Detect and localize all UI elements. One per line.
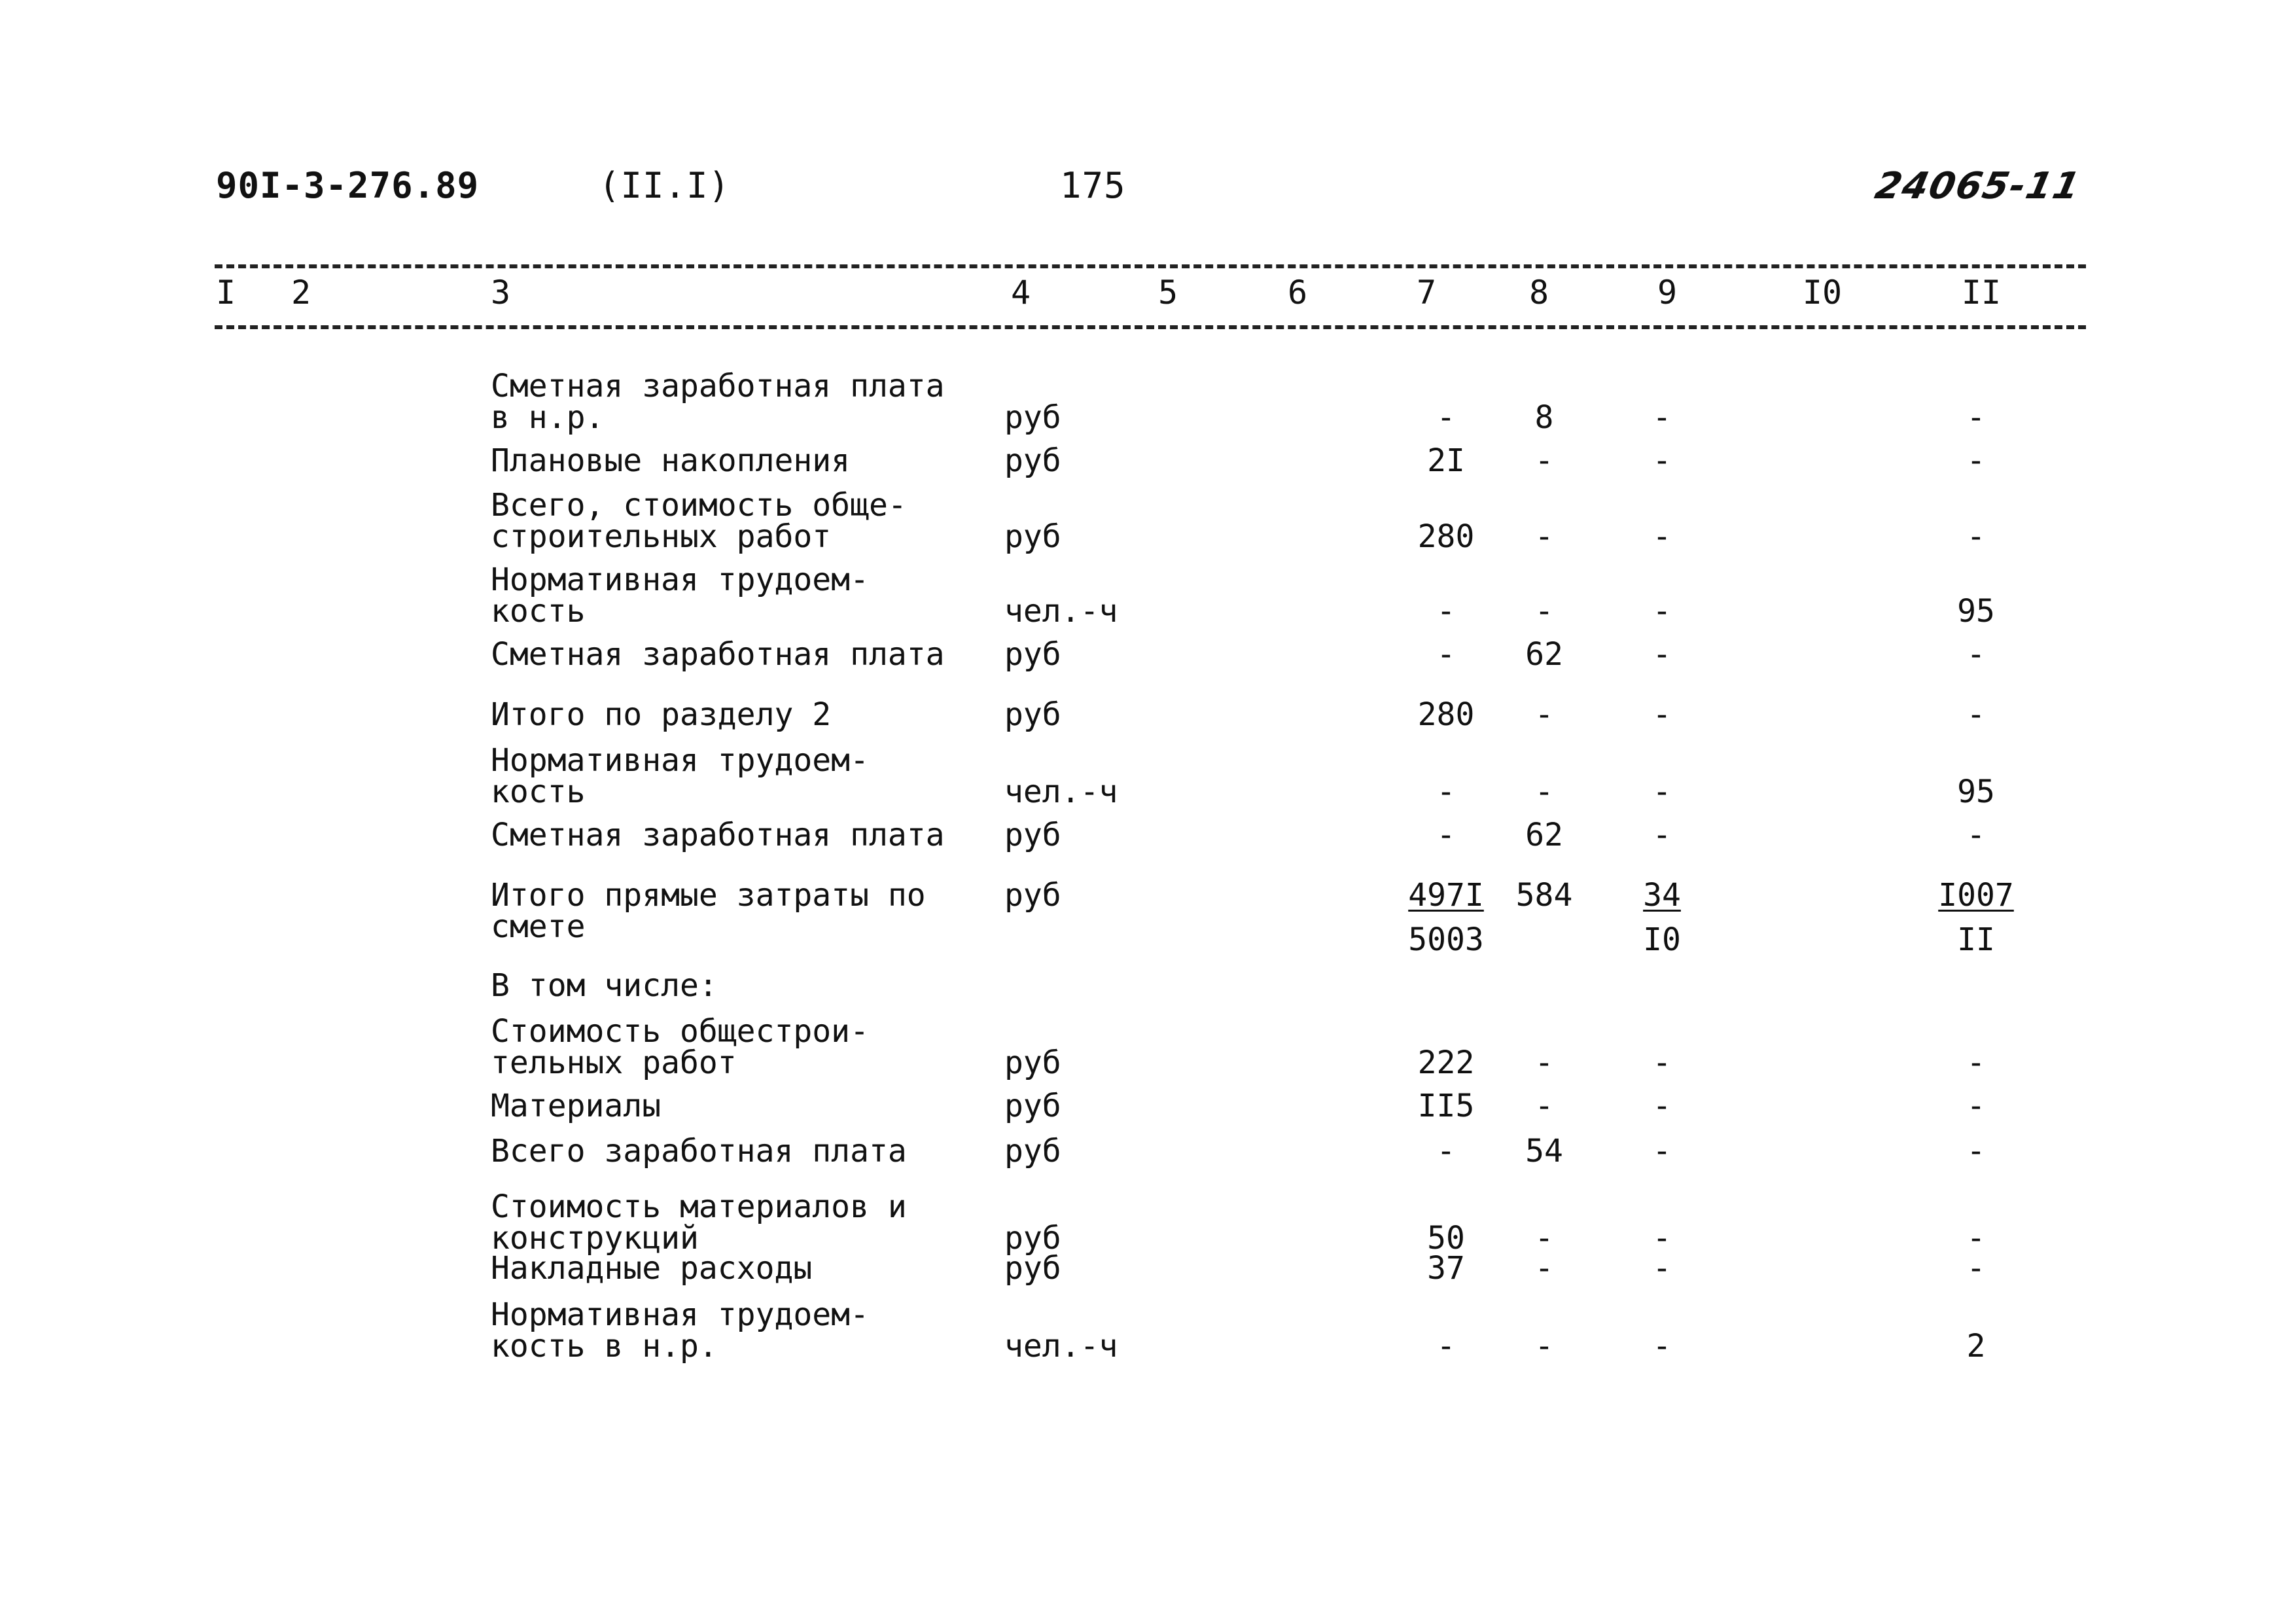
value-col-11: - (1966, 1250, 1986, 1287)
row-description (491, 877, 926, 945)
row-description (491, 696, 832, 733)
row-description (491, 487, 907, 555)
unit-cell: руб (1004, 1133, 1061, 1169)
row-description-line: кость в н.р. (491, 1328, 718, 1364)
value-col-9: - (1652, 1133, 1672, 1169)
row-description-line: в н.р. (491, 399, 605, 436)
value-col-8: - (1534, 1220, 1554, 1257)
row-description-line: Всего, стоимость обще- (491, 487, 907, 524)
row-description-line: строительных работ (491, 518, 832, 555)
row-description-line: Накладные расходы (491, 1250, 813, 1287)
value-col-11: - (1966, 1088, 1986, 1124)
value-col-11: - (1966, 817, 1986, 853)
row-description (491, 1188, 907, 1257)
value-col-11: - (1966, 1133, 1986, 1169)
value-col-8: - (1534, 1250, 1554, 1287)
value-col-9: - (1652, 399, 1672, 436)
value-col-9-denominator: I0 (1643, 921, 1681, 958)
value-col-9: - (1652, 1044, 1672, 1081)
column-number: 5 (1157, 274, 1178, 312)
column-number: 2 (291, 274, 311, 312)
unit-cell: руб (1004, 877, 1061, 914)
column-number: II (1961, 274, 2002, 312)
value-col-9: - (1652, 817, 1672, 853)
row-description-line: Нормативная трудоем- (491, 562, 869, 598)
row-description-line: смете (491, 908, 586, 945)
row-description-line: Сметная заработная плата (491, 636, 945, 673)
value-col-8: - (1534, 696, 1554, 733)
row-description (491, 562, 869, 630)
value-col-7-denominator: 5003 (1408, 921, 1484, 958)
value-col-8: - (1534, 1044, 1554, 1081)
value-col-11: - (1966, 1044, 1986, 1081)
value-col-7: - (1436, 593, 1456, 630)
value-col-8: - (1534, 593, 1554, 630)
unit-cell: руб (1004, 1220, 1061, 1257)
unit-cell: руб (1004, 636, 1061, 673)
value-col-7: 222 (1417, 1044, 1475, 1081)
value-col-8: 54 (1525, 1133, 1563, 1169)
row-description (491, 1013, 869, 1081)
value-col-9: 34 (1643, 877, 1681, 914)
column-number: 6 (1287, 274, 1308, 312)
row-description-line: Материалы (491, 1088, 662, 1124)
value-col-7: - (1436, 1328, 1456, 1364)
value-col-8: 62 (1525, 636, 1563, 673)
value-col-7: - (1436, 636, 1456, 673)
row-description-line: Нормативная трудоем- (491, 742, 869, 779)
value-col-11: 2 (1966, 1328, 1986, 1364)
row-description (491, 442, 851, 479)
value-col-8: - (1534, 518, 1554, 555)
column-number: 8 (1528, 274, 1549, 312)
row-description (491, 1090, 661, 1122)
value-col-9: - (1652, 1220, 1672, 1257)
value-col-7: 280 (1417, 518, 1475, 555)
column-number: I (215, 274, 236, 312)
row-description-line: Сметная заработная плата (491, 368, 945, 404)
column-number: 4 (1010, 274, 1031, 312)
handwritten-doc-number: 24065-11 (1871, 165, 2085, 207)
value-col-8: - (1534, 774, 1554, 810)
value-col-11: - (1966, 696, 1986, 733)
value-col-9: - (1652, 1088, 1672, 1124)
value-col-8: - (1534, 442, 1554, 479)
row-description-line: Нормативная трудоем- (491, 1296, 869, 1333)
value-col-11: - (1966, 518, 1986, 555)
value-col-11: - (1966, 1220, 1986, 1257)
value-col-11: 95 (1957, 593, 1995, 630)
document-code: 90I-3-276.89 (216, 165, 480, 206)
column-number: 7 (1416, 274, 1437, 312)
row-description-line: Стоимость общестрои- (491, 1013, 869, 1050)
unit-cell: чел.-ч (1004, 593, 1118, 630)
unit-cell: руб (1004, 817, 1061, 853)
value-col-7: - (1436, 1133, 1456, 1169)
value-col-9: - (1652, 518, 1672, 555)
row-description-line: Итого прямые затраты по (491, 877, 926, 914)
unit-cell: руб (1004, 1088, 1061, 1124)
row-description-line: конструкций (491, 1220, 699, 1257)
value-col-11: - (1966, 442, 1986, 479)
row-description-line: Сметная заработная плата (491, 817, 945, 853)
value-col-7: 50 (1427, 1220, 1465, 1257)
row-description-line: кость (491, 593, 586, 630)
row-description (491, 368, 945, 436)
value-col-11: I007 (1938, 877, 2014, 914)
row-description (491, 1135, 907, 1167)
column-header-top-rule (215, 264, 2086, 268)
unit-cell: руб (1004, 518, 1061, 555)
value-col-11: - (1966, 636, 1986, 673)
row-description (491, 742, 869, 810)
value-col-9: - (1652, 1250, 1672, 1287)
unit-cell: руб (1004, 442, 1061, 479)
row-description (491, 819, 945, 851)
row-description-line: В том числе: (491, 967, 718, 1004)
column-number: I0 (1802, 274, 1843, 312)
value-col-8: 62 (1525, 817, 1563, 853)
value-col-9: - (1652, 442, 1672, 479)
column-number: 3 (490, 274, 511, 312)
value-col-7: 280 (1417, 696, 1475, 733)
row-description-line: кость (491, 774, 586, 810)
unit-cell: руб (1004, 1250, 1061, 1287)
row-description-line: Плановые накопления (491, 442, 851, 479)
value-col-9: - (1652, 593, 1672, 630)
row-description-line: Итого по разделу 2 (491, 696, 832, 733)
page-number: 175 (1060, 165, 1126, 206)
row-description (491, 636, 945, 673)
value-col-9: - (1652, 696, 1672, 733)
value-col-7: - (1436, 774, 1456, 810)
unit-cell: руб (1004, 696, 1061, 733)
value-col-8: - (1534, 1088, 1554, 1124)
unit-cell: руб (1004, 1044, 1061, 1081)
column-number: 9 (1657, 274, 1678, 312)
row-description-line: Всего заработная плата (491, 1133, 907, 1169)
unit-cell: чел.-ч (1004, 774, 1118, 810)
value-col-7: II5 (1417, 1088, 1475, 1124)
value-col-8: - (1534, 1328, 1554, 1364)
value-col-9: - (1652, 1328, 1672, 1364)
value-col-7: - (1436, 399, 1456, 436)
value-col-11-denominator: II (1957, 921, 1995, 958)
row-description (491, 1250, 813, 1287)
value-col-11: - (1966, 399, 1986, 436)
value-col-8: 8 (1534, 399, 1554, 436)
row-description-line: тельных работ (491, 1044, 737, 1081)
value-col-7: 2I (1427, 442, 1465, 479)
value-col-9: - (1652, 774, 1672, 810)
value-col-11: 95 (1957, 774, 1995, 810)
unit-cell: чел.-ч (1004, 1328, 1118, 1364)
value-col-7: 497I (1408, 877, 1484, 914)
value-col-9: - (1652, 636, 1672, 673)
unit-cell: руб (1004, 399, 1061, 436)
value-col-7: 37 (1427, 1250, 1465, 1287)
value-col-7: - (1436, 817, 1456, 853)
column-header-bottom-rule (215, 325, 2086, 329)
section-number: (II.I) (599, 165, 731, 206)
row-description (491, 967, 718, 1004)
row-description-line: Стоимость материалов и (491, 1188, 907, 1225)
row-description (491, 1296, 869, 1364)
value-col-8: 584 (1515, 877, 1573, 914)
